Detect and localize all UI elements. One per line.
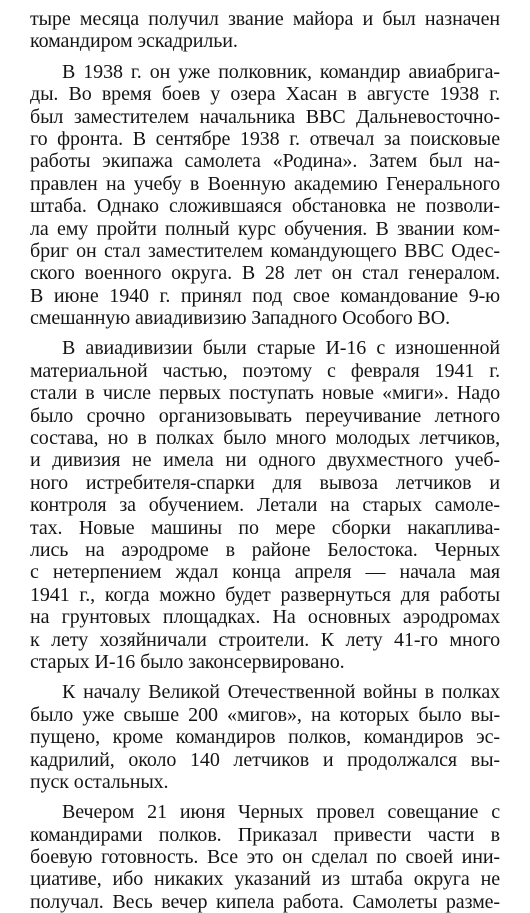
text-line: был заместителем начальника ВВС Дальневосточно- [30,105,500,128]
text-line: тах. Новые машины по мере сборки накаплива- [30,516,500,539]
paragraph [30,61,500,330]
text-line: стали в числе первых поступать новые «миги». Надо [30,382,500,405]
text-line: и дивизия не имела ни одного двухместного учеб- [30,449,500,472]
text-line: получал. Весь вечер кипела работа. Самолеты разме- [30,890,500,913]
text-line: ского военного округа. В 28 лет он стал генералом. [30,262,500,285]
text-line: смешанную авиадивизию Западного Особого ВО. [30,307,450,330]
text-line: с нетерпением ждал конца апреля — начала мая [30,561,500,584]
text-line: бриг он стал заместителем командующего ВВС Одес- [30,239,500,262]
text-line: ды. Во время боев у озера Хасан в августе 1938 г. [30,83,500,106]
text-line: Вечером 21 июня Черных провел совещание с [62,801,500,824]
paragraph [30,681,500,793]
text-line: лись на аэродроме в районе Белостока. Черных [30,538,500,561]
text-line: командиром эскадрильи. [30,30,238,53]
text-line: циативе, ибо никаких указаний из штаба округа не [30,868,500,891]
text-line: кадрилий, около 140 летчиков и продолжался вы- [30,748,500,771]
text-line: на грунтовых площадках. На основных аэродромах [30,606,500,629]
text-line: пуск остальных. [30,770,169,793]
text-line: контроля за обучением. Летали на старых самоле- [30,494,500,517]
text-line: работы экипажа самолета «Родина». Затем был на- [30,150,500,173]
text-line: было уже свыше 200 «мигов», на которых было вы- [30,703,500,726]
paragraph [30,8,500,53]
text-line: состава, но в полках было много молодых летчиков, [30,427,500,450]
book-page [30,8,500,913]
text-line: В авиадивизии были старые И-16 с изношенной [62,337,500,360]
text-line: было срочно организовывать переучивание летного [30,404,500,427]
text-line: пущено, кроме командиров полков, командиров эс- [30,726,500,749]
text-line: К началу Великой Отечественной войны в полках [62,681,500,704]
text-line: В июне 1940 г. принял под свое командование 9-ю [30,284,500,307]
text-line: правлен на учебу в Военную академию Генерального [30,172,500,195]
text-line: го фронта. В сентябре 1938 г. отвечал за поисковые [30,127,500,150]
text-line: ла ему пройти полный курс обучения. В звании ком- [30,217,500,240]
text-line: боевую готовность. Все это он сделал по своей ини- [30,846,500,869]
text-line: старых И-16 было законсервировано. [30,650,345,673]
paragraph [30,801,500,913]
paragraph [30,337,500,673]
text-line: 1941 г., когда можно будет развернуться для работы [30,583,500,606]
text-line: тыре месяца получил звание майора и был назначен [30,8,500,30]
text-line: ного истребителя-спарки для вывоза летчиков и [30,471,500,494]
text-line: материальной частью, поэтому с февраля 1941 г. [30,359,500,382]
text-line: командирами полков. Приказал привести части в [30,823,500,846]
text-line: В 1938 г. он уже полковник, командир авиабрига- [62,60,500,83]
text-line: штаба. Однако сложившаяся обстановка не позволи- [30,195,500,218]
text-line: к лету хозяйничали строители. К лету 41-го много [30,628,500,651]
